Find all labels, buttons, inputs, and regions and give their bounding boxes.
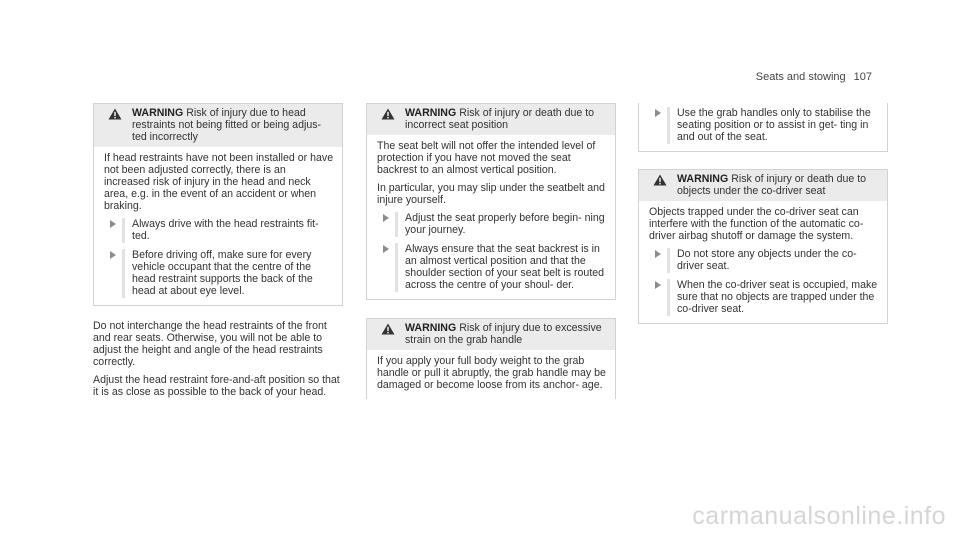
warning-box-co-driver-seat xyxy=(638,169,888,324)
step-item: Always ensure that the seat backrest is in an almost vertical position and that the shoulder section of your seat belt is routed across the centre of your shoul- der. xyxy=(377,243,607,291)
warning-body xyxy=(94,147,342,305)
paragraph: Adjust the head restraint fore-and-aft position so that it is as close as possible to the back of your head. xyxy=(93,374,340,398)
warning-triangle-icon xyxy=(381,323,395,335)
column-3 xyxy=(638,103,888,324)
warning-header xyxy=(639,170,887,201)
warning-box-grab-handle xyxy=(366,318,616,399)
warning-box-head-restraints xyxy=(93,103,343,306)
warning-triangle-icon xyxy=(108,108,122,120)
warning-triangle-icon xyxy=(653,174,667,186)
column-2 xyxy=(366,103,616,399)
warning-label: WARNING xyxy=(405,322,457,334)
step-item: When the co-driver seat is occupied, make sure that no objects are trapped under the co-driver seat. xyxy=(649,279,879,315)
step-arrow-icon xyxy=(655,109,661,117)
section-title: Seats and stowing xyxy=(755,71,846,83)
warning-text: If you apply your full body weight to the grab handle or pull it abruptly, the grab handle may be damaged or become loose from its anchor- age. xyxy=(377,355,606,391)
step-item: Do not store any objects under the co- driver seat. xyxy=(649,248,879,272)
page-number: 107 xyxy=(853,71,872,83)
page-header xyxy=(756,71,872,83)
warning-box-seat-position xyxy=(366,103,616,300)
column-1 xyxy=(93,103,343,404)
warning-box-continued xyxy=(638,103,888,152)
warning-label: WARNING xyxy=(677,173,729,185)
warning-text: The seat belt will not offer the intended level of protection if you have not moved the seat backrest to an almost vertical position. xyxy=(377,140,596,176)
paragraph: Do not interchange the head restraints of the front and rear seats. Otherwise, you will not be able to adjust the height and angle of the head restraints correctly. xyxy=(93,320,327,368)
warning-body xyxy=(367,135,615,299)
warning-text: In particular, you may slip under the seatbelt and injure yourself. xyxy=(377,182,605,206)
warning-title: Risk of injury or death due to incorrect seat position xyxy=(405,107,595,131)
step-arrow-icon xyxy=(110,220,116,228)
warning-title: Risk of injury or death due to objects under the co-driver seat xyxy=(677,173,867,197)
watermark-logo: carmanualsonline.info xyxy=(692,502,946,530)
warning-body xyxy=(367,350,615,399)
warning-body xyxy=(639,201,887,323)
step-arrow-icon xyxy=(655,281,661,289)
step-arrow-icon xyxy=(383,214,389,222)
warning-header xyxy=(367,104,615,135)
warning-label: WARNING xyxy=(405,107,457,119)
step-arrow-icon xyxy=(110,251,116,259)
warning-body xyxy=(639,103,887,151)
step-item: Always drive with the head restraints fit- ted. xyxy=(104,218,334,242)
warning-label: WARNING xyxy=(132,107,184,119)
warning-text: Objects trapped under the co-driver seat can interfere with the function of the automatic co-driver airbag shutoff or damage the system. xyxy=(649,206,864,242)
warning-title: Risk of injury due to head restraints not being fitted or being adjus- ted incorrectly xyxy=(132,107,322,143)
step-item: Before driving off, make sure for every vehicle occupant that the centre of the head restraint supports the back of the head at about eye level. xyxy=(104,249,334,297)
body-text xyxy=(93,320,343,398)
warning-triangle-icon xyxy=(381,108,395,120)
step-arrow-icon xyxy=(655,250,661,258)
warning-title: Risk of injury due to excessive strain on the grab handle xyxy=(405,322,602,346)
step-item: Adjust the seat properly before begin- ning your journey. xyxy=(377,212,607,236)
step-item: Use the grab handles only to stabilise the seating position or to assist in get- ting in and out of the seat. xyxy=(649,107,879,143)
step-arrow-icon xyxy=(383,245,389,253)
warning-text: If head restraints have not been installed or have not been adjusted correctly, there is an increased risk of injury in the head and neck area, e.g. in the event of an accident or when braking. xyxy=(104,152,334,212)
warning-header xyxy=(367,319,615,350)
warning-header xyxy=(94,104,342,147)
